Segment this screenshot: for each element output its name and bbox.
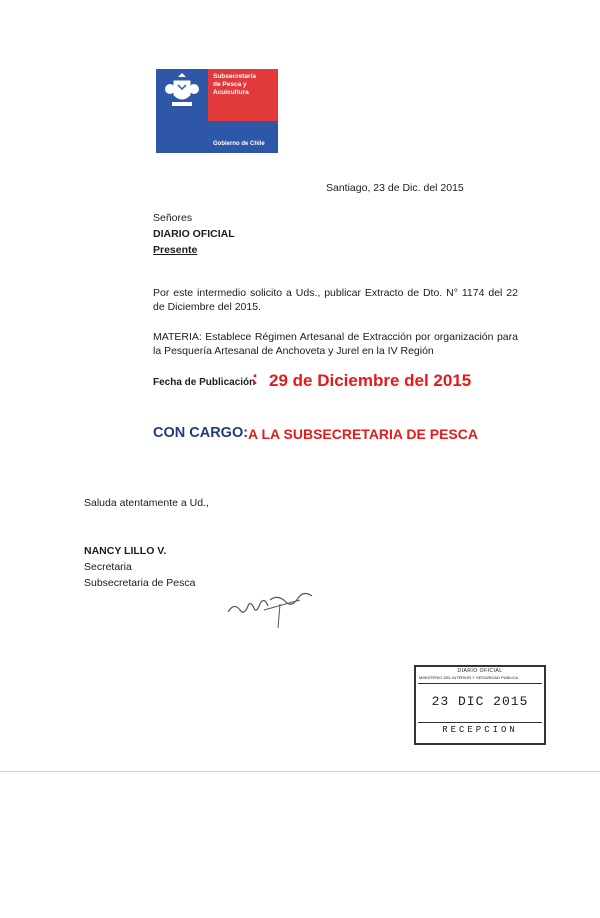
page-divider [0, 771, 600, 772]
logo-footer: Gobierno de Chile [213, 141, 265, 147]
recipient-name: DIARIO OFICIAL [153, 228, 235, 240]
reception-stamp [414, 665, 546, 745]
signatory-org: Subsecretaria de Pesca [84, 577, 196, 589]
materia-paragraph: MATERIA: Establece Régimen Artesanal de Extracción por organización para la Pesquería Artesanal de Anchoveta y Jurel en la IV Región [153, 331, 518, 357]
signatory-name: NANCY LILLO V. [84, 545, 167, 557]
stamp-reception: RECEPCION [442, 725, 518, 735]
institution-logo [156, 69, 278, 153]
signatory-role: Secretaria [84, 561, 132, 573]
publication-date-value: 29 de Diciembre del 2015 [269, 371, 472, 390]
date-line: Santiago, 23 de Dic. del 2015 [326, 182, 464, 194]
signatory-block [84, 543, 195, 591]
publication-date-colon: : [252, 368, 258, 388]
stamp-ministry: MINISTERIO DEL INTERIOR Y SEGURIDAD PUBLICA [419, 675, 519, 680]
charge-label: CON CARGO: [153, 425, 249, 441]
closing-text: Saluda atentamente a Ud., [84, 497, 209, 509]
stamp-date: 23 DIC 2015 [431, 694, 529, 709]
charge-value: A LA SUBSECRETARIA DE PESCA [248, 426, 478, 442]
recipient-block [153, 210, 235, 258]
presente-label: Presente [153, 244, 198, 256]
handwritten-signature [220, 580, 340, 630]
salutation: Señores [153, 212, 193, 224]
coat-of-arms-icon [158, 71, 206, 113]
logo-text: Subsecretaría de Pesca y Acuicultura [213, 73, 256, 96]
publication-date-label: Fecha de Publicación [153, 377, 256, 388]
request-paragraph: Por este intermedio solicito a Uds., publicar Extracto de Dto. N° 1174 del 22 de Diciembre del 2015. [153, 287, 518, 313]
stamp-title: DIARIO OFICIAL [457, 668, 503, 674]
